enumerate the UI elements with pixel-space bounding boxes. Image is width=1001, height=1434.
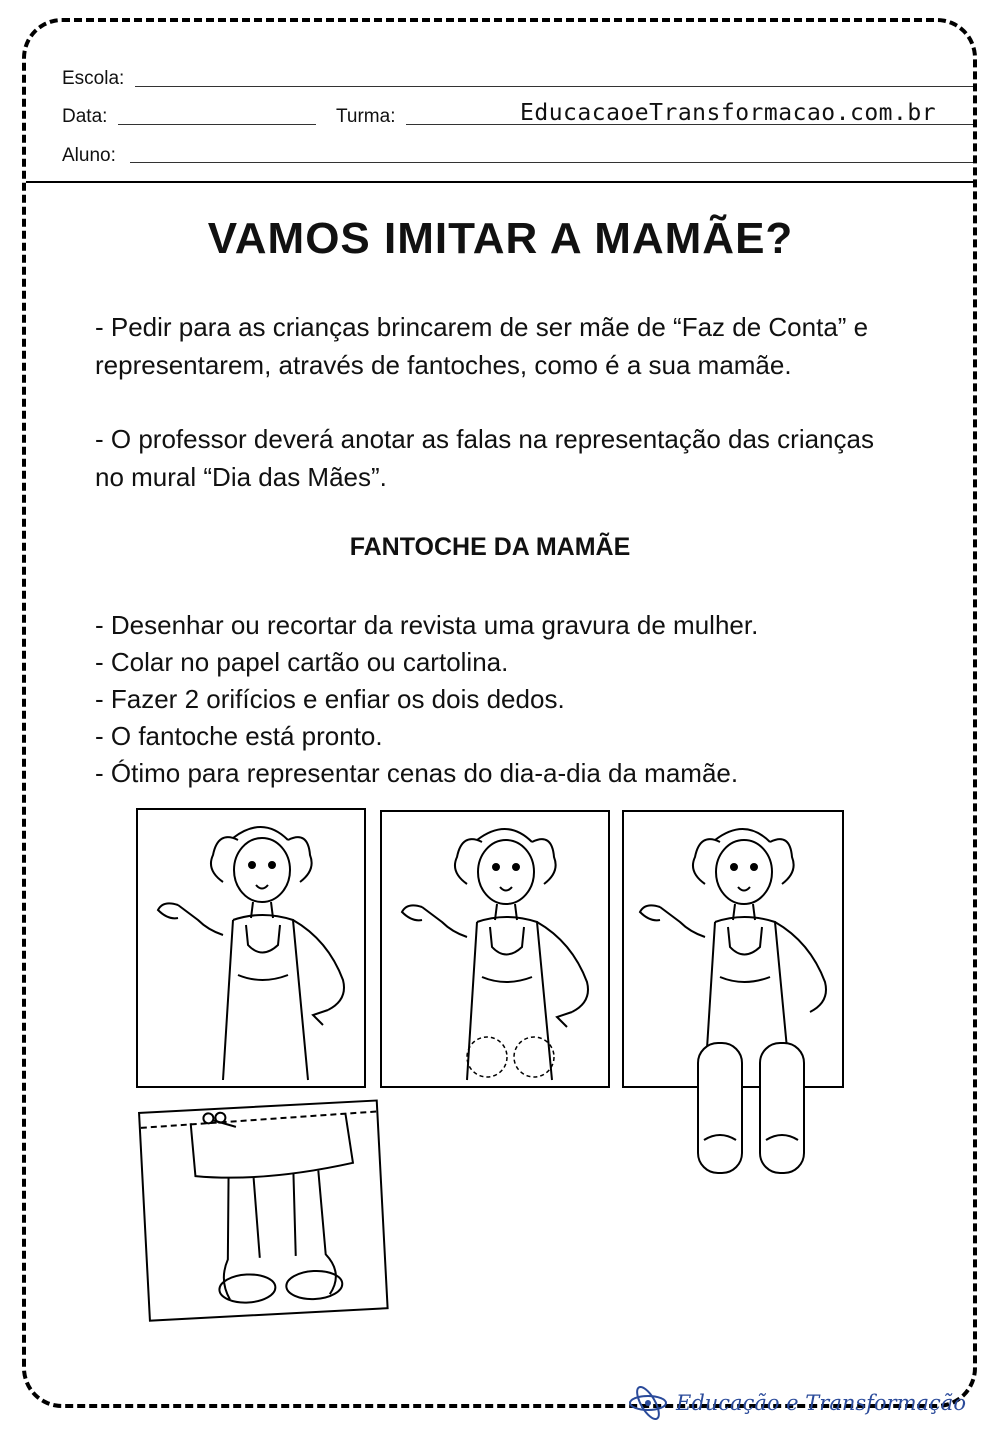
atom-logo-icon (628, 1386, 668, 1420)
data-label: Data: (62, 106, 108, 127)
turma-label: Turma: (336, 106, 396, 127)
escola-label: Escola: (62, 68, 125, 89)
puppet-illustration-2 (380, 810, 610, 1088)
intro-paragraph-2: - O professor deverá anotar as falas na representação das crianças no mural “Dia das Mães”. (95, 424, 874, 492)
logo-text: Educação e Transformação (676, 1391, 966, 1415)
scissors-icon (203, 1112, 236, 1129)
step-item: - O fantoche está pronto. (95, 721, 383, 751)
fingers-illustration (690, 1035, 820, 1180)
escola-field[interactable] (135, 86, 973, 87)
legs-illustration (138, 1099, 389, 1321)
page-title: VAMOS IMITAR A MAMÃE? (207, 214, 794, 263)
step-item: - Desenhar ou recortar da revista uma gravura de mulher. (95, 610, 759, 640)
puppet-illustration-1 (136, 808, 366, 1088)
step-item: - Colar no papel cartão ou cartolina. (95, 647, 509, 677)
aluno-label: Aluno: (62, 145, 116, 166)
aluno-field[interactable] (130, 162, 973, 163)
section-subtitle: FANTOCHE DA MAMÃE (349, 533, 631, 561)
footer-logo (628, 1386, 966, 1420)
header-divider (26, 181, 976, 183)
steps-list (95, 607, 915, 792)
step-item: - Fazer 2 orifícios e enfiar os dois dedos. (95, 684, 565, 714)
step-item: - Ótimo para representar cenas do dia-a-dia da mamãe. (95, 758, 739, 788)
intro-paragraph-1: - Pedir para as crianças brincarem de ser mãe de “Faz de Conta” e representarem, através de fantoches, como é a sua mamãe. (95, 312, 869, 380)
data-field[interactable] (118, 124, 316, 125)
website-text: EducacaoeTransformacao.com.br (520, 100, 937, 126)
